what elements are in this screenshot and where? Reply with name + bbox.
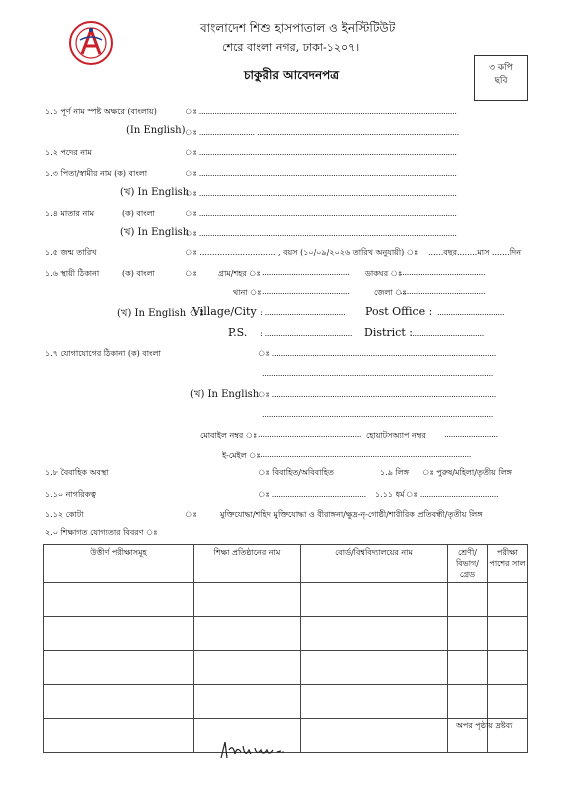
field-1-6-village-label: গ্রাম/শহর ঃ bbox=[218, 269, 261, 278]
education-table-cell[interactable] bbox=[488, 583, 528, 617]
field-1-7-whatsapp-input[interactable]: ........................ bbox=[444, 430, 498, 439]
field-1-6-ps-label: P.S. bbox=[228, 326, 248, 339]
field-1-7-email-label: ই-মেইল ঃ bbox=[222, 451, 261, 460]
field-1-10-input[interactable]: ঃ .......................................... bbox=[258, 490, 366, 499]
education-table-cell[interactable] bbox=[44, 685, 194, 719]
field-1-3-en-label: (খ) In English bbox=[120, 187, 190, 198]
education-table-row bbox=[44, 685, 528, 719]
field-1-6-label: ১.৬ স্থায়ী ঠিকানা bbox=[45, 269, 100, 278]
field-1-6-post-en-input[interactable]: .............................. bbox=[437, 308, 505, 317]
field-1-6-district-en-label: District : bbox=[364, 326, 413, 339]
field-1-12-label: ১.১২ কোটা bbox=[45, 510, 84, 519]
institution-name: বাংলাদেশ শিশু হাসপাতাল ও ইনস্টিটিউট bbox=[200, 21, 396, 35]
education-table-cell[interactable] bbox=[448, 617, 488, 651]
col-exam: উত্তীর্ণ পরীক্ষাসমূহ bbox=[44, 545, 194, 583]
education-table-cell[interactable] bbox=[488, 617, 528, 651]
education-table-row bbox=[44, 651, 528, 685]
field-1-6-village-input[interactable]: ....................................... bbox=[262, 268, 350, 277]
col-year: পরীক্ষা পাশের সাল bbox=[488, 545, 528, 583]
field-1-3-en-input[interactable]: ঃ ................................................................................................................... bbox=[185, 189, 457, 198]
education-table-row bbox=[44, 583, 528, 617]
field-1-6-sep: ঃ bbox=[185, 269, 197, 278]
field-1-9-options[interactable]: ঃ পুরুষ/মহিলা/তৃতীয় লিঙ্গ bbox=[422, 468, 512, 477]
education-table-cell[interactable] bbox=[44, 719, 194, 753]
education-table-cell[interactable] bbox=[301, 583, 448, 617]
field-1-5-age-label: , বয়স (১০/০৯/২০২৬ তারিখ অনুযায়ী) ঃ bbox=[278, 248, 419, 257]
field-1-4-label: ১.৪ মাতার নাম bbox=[45, 209, 95, 218]
field-1-12-sep: ঃ bbox=[185, 510, 197, 519]
field-1-7-whatsapp-label: হোয়াটসঅ্যাপ নম্বর bbox=[366, 431, 426, 440]
field-1-6-ps-input[interactable]: : ....................................... bbox=[260, 329, 353, 338]
photo-box bbox=[474, 55, 528, 101]
field-1-6-district-label: জেলা ঃ bbox=[374, 288, 407, 297]
photo-copies: ৩ কপি bbox=[489, 63, 513, 73]
education-table-cell[interactable] bbox=[44, 617, 194, 651]
field-1-1-en-input[interactable]: ঃ ......................... .......................................................................................... bbox=[185, 128, 459, 137]
field-1-4-bn-label: (ক) বাংলা bbox=[122, 209, 155, 218]
education-table-header bbox=[44, 545, 528, 583]
field-1-7-mobile-label: মোবাইল নম্বর ঃ bbox=[200, 431, 258, 440]
field-1-8-options[interactable]: ঃ বিবাহিত/অবিবাহিত bbox=[258, 468, 334, 477]
institution-address: শেরে বাংলা নগর, ঢাকা-১২০৭। bbox=[222, 41, 360, 54]
education-table-cell[interactable] bbox=[448, 685, 488, 719]
education-table-cell[interactable] bbox=[301, 685, 448, 719]
education-table-cell[interactable] bbox=[488, 685, 528, 719]
field-1-5-year[interactable]: ......বছর........মাস .......দিন bbox=[428, 248, 521, 257]
field-1-12-options[interactable]: মুক্তিযোদ্ধা/শহিদ মুক্তিযোদ্ধা ও বীরাঙ্গনা/ক্ষুদ্র-নৃ-গোষ্ঠী/শারীরিক প্রতিবন্ধী/তৃতীয় লিঙ্গ bbox=[220, 510, 483, 519]
field-1-1-label: ১.১ পূর্ণ নাম স্পষ্ট অক্ষরে (বাংলায়) bbox=[45, 107, 157, 116]
education-table-cell[interactable] bbox=[194, 583, 301, 617]
field-1-1-en-label: (In English) bbox=[126, 125, 186, 136]
field-1-6-district-en-input[interactable]: ................................. bbox=[410, 329, 485, 338]
education-table-cell[interactable] bbox=[301, 651, 448, 685]
field-1-8-label: ১.৮ বৈবাহিক অবস্থা bbox=[45, 468, 109, 477]
col-board: বোর্ড/বিশ্ববিদ্যালয়ের নাম bbox=[301, 545, 448, 583]
signature bbox=[217, 736, 297, 766]
education-table-cell[interactable] bbox=[301, 617, 448, 651]
field-1-6-post-input[interactable]: ...................................... bbox=[400, 268, 486, 277]
field-1-3-label: ১.৩ পিতা/স্বামীর নাম (ক) বাংলা bbox=[45, 169, 148, 178]
hospital-logo bbox=[68, 20, 114, 66]
field-1-7-en-input-2[interactable]: ....................................................................................................... bbox=[262, 410, 494, 419]
education-table-cell[interactable] bbox=[44, 651, 194, 685]
field-1-5-input[interactable]: ঃ .............................. bbox=[185, 248, 276, 257]
field-1-7-en-input-1[interactable]: ঃ .................................................................................................... bbox=[258, 390, 496, 399]
field-1-6-village-en-label: Village/City bbox=[192, 305, 257, 318]
field-1-2-input[interactable]: ঃ ................................................................................................................... bbox=[185, 148, 457, 157]
month-label: মাস bbox=[477, 248, 490, 257]
education-table-cell[interactable] bbox=[194, 617, 301, 651]
field-1-6-thana-input[interactable]: ....................................... bbox=[262, 287, 350, 296]
education-table-cell[interactable] bbox=[194, 685, 301, 719]
education-table-cell[interactable] bbox=[301, 719, 448, 753]
field-1-6-thana-label: থানা ঃ bbox=[233, 288, 262, 297]
education-table-row bbox=[44, 617, 528, 651]
field-1-4-en-label: (খ) In English bbox=[120, 227, 190, 238]
field-1-6-district-input[interactable]: ...................................... bbox=[400, 287, 486, 296]
field-1-7-input-2[interactable]: ....................................................................................................... bbox=[262, 369, 494, 378]
field-1-10-label: ১.১০ নাগরিকত্ব bbox=[45, 490, 96, 499]
page-turn-note: অপর পৃষ্ঠায় দ্রষ্টব্য bbox=[456, 721, 513, 730]
section-2-0-label: ২.০ শিক্ষাগত যোগ্যতার বিবরণ ঃ bbox=[45, 528, 158, 537]
field-1-11-label: ১.১১ ধর্ম bbox=[375, 490, 405, 499]
day-label: দিন bbox=[509, 248, 521, 257]
field-1-7-label: ১.৭ যোগাযোগের ঠিকানা (ক) বাংলা bbox=[45, 349, 161, 358]
education-table-cell[interactable] bbox=[44, 583, 194, 617]
education-table-cell[interactable] bbox=[448, 583, 488, 617]
field-1-6-post-en-label: Post Office : bbox=[365, 305, 433, 318]
field-1-3-input[interactable]: ঃ ................................................................................................................... bbox=[185, 169, 457, 178]
field-1-5-label: ১.৫ জন্ম তারিখ bbox=[45, 248, 97, 257]
field-1-11-input[interactable]: ঃ ................................... bbox=[406, 490, 499, 499]
field-1-7-en-label: (খ) In English bbox=[190, 389, 260, 400]
education-table-cell[interactable] bbox=[448, 651, 488, 685]
field-1-9-label: ১.৯ লিঙ্গ bbox=[380, 468, 410, 477]
education-table-cell[interactable] bbox=[488, 651, 528, 685]
field-1-6-bn-label: (ক) বাংলা bbox=[122, 269, 155, 278]
field-1-2-label: ১.২ পদের নাম bbox=[45, 148, 92, 157]
field-1-7-email-input[interactable]: ............................................................................................... bbox=[258, 450, 472, 459]
field-1-6-post-label: ডাকঘর ঃ bbox=[365, 269, 403, 278]
field-1-4-input[interactable]: ঃ ................................................................................................................... bbox=[185, 209, 457, 218]
field-1-6-village-en-input[interactable]: : .................................... bbox=[260, 308, 346, 317]
field-1-7-mobile-input[interactable]: .............................................. bbox=[258, 430, 362, 439]
field-1-6-en-label: (খ) In English ঃ bbox=[117, 308, 205, 319]
field-1-7-input-1[interactable]: ঃ .................................................................................................... bbox=[258, 349, 496, 358]
field-1-1-input[interactable]: ঃ ................................................................................................................... bbox=[185, 107, 457, 116]
col-institution: শিক্ষা প্রতিষ্ঠানের নাম bbox=[194, 545, 301, 583]
form-title: চাকুরীর আবেদনপত্র bbox=[244, 68, 340, 82]
year-label: বছর bbox=[443, 248, 457, 257]
col-division: শ্রেণী/বিভাগ/ গ্রেড bbox=[448, 545, 488, 583]
photo-label: ছবি bbox=[494, 76, 508, 86]
field-1-4-en-input[interactable]: ঃ ................................................................................................................... bbox=[185, 229, 457, 238]
education-table-cell[interactable] bbox=[194, 651, 301, 685]
